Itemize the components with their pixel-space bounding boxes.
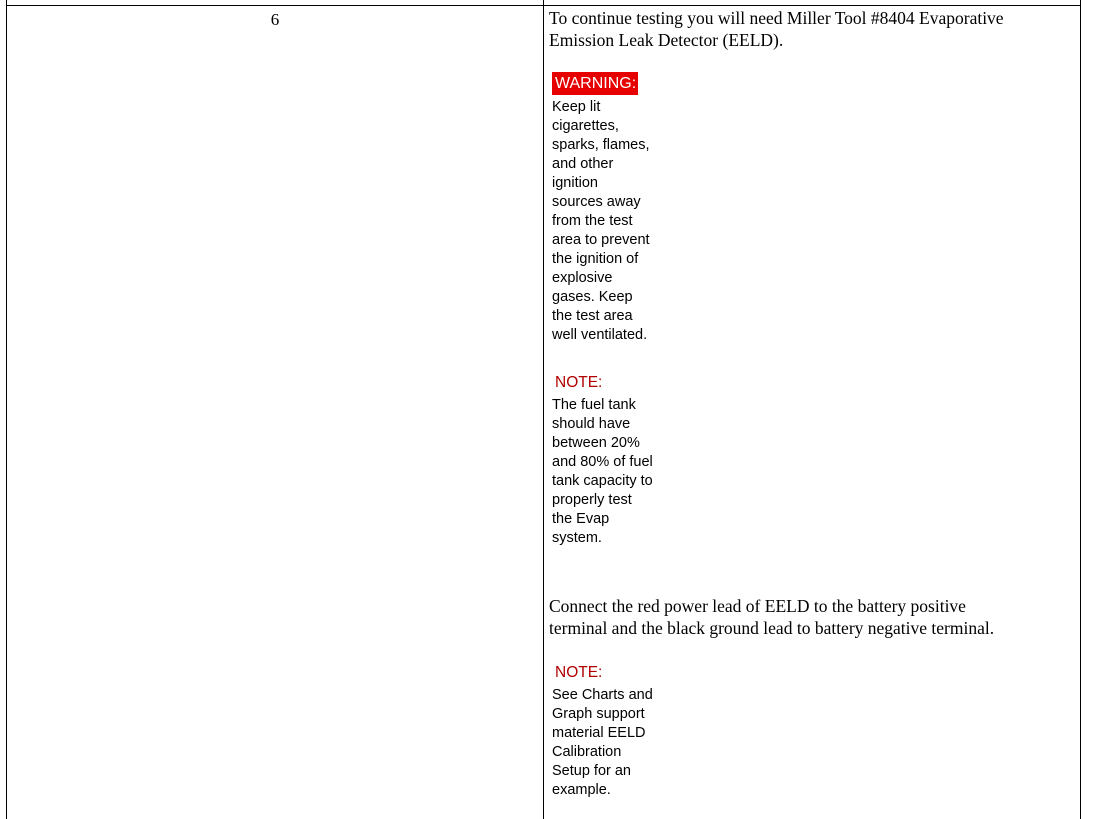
intro-paragraph bbox=[549, 7, 1077, 51]
note-line: The fuel tank bbox=[552, 397, 636, 413]
warning-line: cigarettes, bbox=[552, 118, 619, 134]
note-label: NOTE: bbox=[555, 664, 603, 681]
note-line: should have bbox=[552, 416, 631, 432]
warning-line: gases. Keep bbox=[552, 289, 633, 305]
warning-line: from the test bbox=[552, 213, 633, 229]
note-line: and 80% of fuel bbox=[552, 454, 653, 470]
note-text bbox=[552, 686, 684, 800]
connect-line: Connect the red power lead of EELD to the battery positive bbox=[549, 596, 966, 616]
warning-badge: WARNING: bbox=[552, 72, 638, 95]
note-line: Calibration bbox=[552, 744, 622, 760]
intro-line: Emission Leak Detector (EELD). bbox=[549, 30, 784, 50]
connect-line: terminal and the black ground lead to battery negative terminal. bbox=[549, 618, 995, 638]
warning-line: sources away bbox=[552, 194, 641, 210]
warning-line: and other bbox=[552, 156, 614, 172]
note-line: Graph support bbox=[552, 706, 645, 722]
warning-line: the test area bbox=[552, 308, 633, 324]
step-number: 6 bbox=[270, 10, 280, 29]
note-label: NOTE: bbox=[555, 374, 603, 391]
warning-line: area to prevent bbox=[552, 232, 650, 248]
warning-line: the ignition of bbox=[552, 251, 639, 267]
table-right-border bbox=[1080, 0, 1081, 819]
warning-line: sparks, flames, bbox=[552, 137, 650, 153]
warning-line: Keep lit bbox=[552, 99, 601, 115]
note-line: the Evap bbox=[552, 511, 610, 527]
note-line: system. bbox=[552, 530, 602, 546]
warning-line: well ventilated. bbox=[552, 327, 648, 343]
note-line: example. bbox=[552, 782, 611, 798]
note-line: material EELD bbox=[552, 725, 646, 741]
warning-line: ignition bbox=[552, 175, 598, 191]
warning-line: explosive bbox=[552, 270, 613, 286]
note-line: between 20% bbox=[552, 435, 640, 451]
note-line: properly test bbox=[552, 492, 632, 508]
note-line: See Charts and bbox=[552, 687, 653, 703]
connect-paragraph bbox=[549, 595, 1077, 639]
intro-line: To continue testing you will need Miller Tool #8404 Evaporative bbox=[549, 8, 1004, 28]
note-line: Setup for an bbox=[552, 763, 631, 779]
note-line: tank capacity to bbox=[552, 473, 653, 489]
warning-text bbox=[552, 98, 684, 345]
table-left-border bbox=[6, 0, 7, 819]
table-column-divider bbox=[543, 0, 544, 819]
note-text bbox=[552, 396, 684, 548]
